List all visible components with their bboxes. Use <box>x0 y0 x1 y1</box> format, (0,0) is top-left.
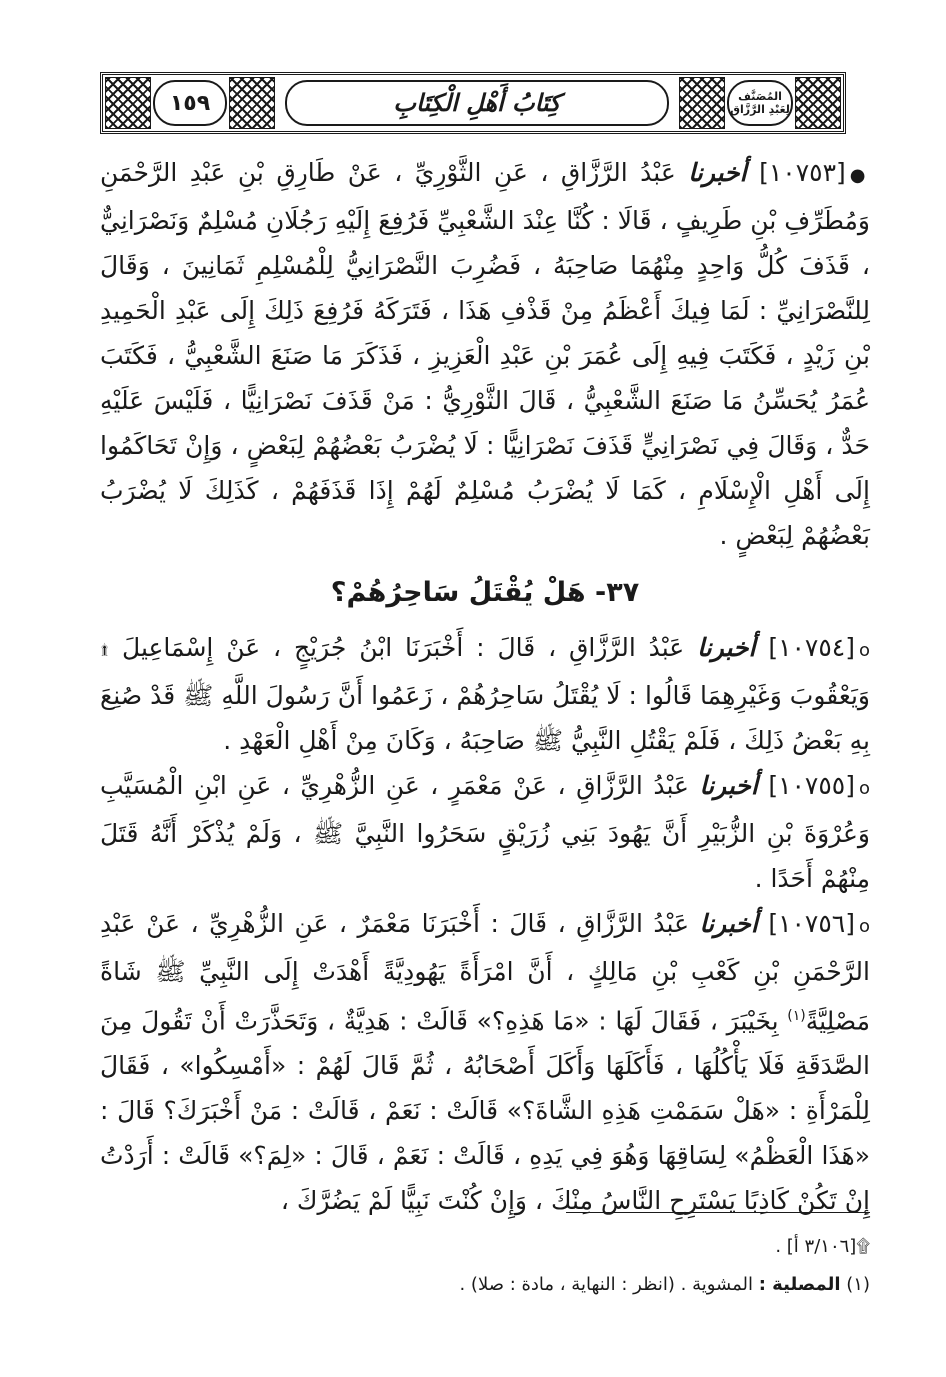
hadith-text: عَبْدُ الرَّزَّاقِ ، قَالَ : أَخْبَرَنَا ابْنُ جُرَيْجٍ ، عَنْ إِسْمَاعِيلَ ۩ وَيَعْقُوبَ وَغَيْرِهِمَا قَالُوا : لَا يُقْتَلُ سَاحِرُهُمْ ، زَعَمُوا أَنَّ رَسُولَ اللَّهِ ﷺ قَدْ صُنِعَ بِهِ بَعْضُ ذَلِكَ ، فَلَمْ يَقْتُلِ النَّبِيُّ ﷺ صَاحِبَهُ ، وَكَانَ مِنْ أَهْلِ الْعَهْدِ . <box>100 633 870 755</box>
hadith-number: [١٠٧٥٤] <box>768 633 855 662</box>
footnote-1-number: (١) <box>846 1274 870 1295</box>
footnote-1 <box>100 1266 870 1304</box>
ornament-right-icon <box>795 77 841 129</box>
main-text <box>100 150 870 1223</box>
hadith-text: عَبْدُ الرَّزَّاقِ ، عَنِ الثَّوْرِيِّ ، عَنْ طَارِقِ بْنِ عَبْدِ الرَّحْمَنِ وَمُطَرِّفِ بْنِ طَرِيفٍ ، قَالَا : كُنَّا عِنْدَ الشَّعْبِيِّ فَرُفِعَ إِلَيْهِ رَجُلَانِ مُسْلِمٌ وَنَصْرَانِيٌّ ، قَذَفَ كُلُّ وَاحِدٍ مِنْهُمَا صَاحِبَهُ ، فَضُرِبَ النَّصْرَانِيُّ لِلْمُسْلِمِ ثَمَانِينَ ، وَقَالَ لِلنَّصْرَانِيِّ : لَمَا فِيكَ أَعْظَمُ مِنْ قَذْفِ هَذَا ، فَتَرَكَهُ فَرُفِعَ ذَلِكَ إِلَى عَبْدِ الْحَمِيدِ بْنِ زَيْدٍ ، فَكَتَبَ فِيهِ إِلَى عُمَرَ بْنِ عَبْدِ الْعَزِيزِ ، فَذَكَرَ مَا صَنَعَ الشَّعْبِيُّ ، فَكَتَبَ عُمَرُ يُحَسِّنُ مَا صَنَعَ الشَّعْبِيُّ ، قَالَ الثَّوْرِيُّ : مَنْ قَذَفَ نَصْرَانِيًّا ، فَلَيْسَ عَلَيْهِ حَدٌّ ، وَقَالَ فِي نَصْرَانِيٍّ قَذَفَ نَصْرَانِيًّا : لَا يُضْرَبُ بَعْضُهُمْ لِبَعْضٍ ، وَإِنْ تَحَاكَمُوا إِلَى أَهْلِ الْإِسْلَامِ ، كَمَا لَا يُضْرَبُ مُسْلِمٌ لَهُمْ إِذَا قَذَفَهُمْ ، كَذَلِكَ لَا يُضْرَبُ بَعْضُهُمْ لِبَعْضٍ . <box>100 158 870 550</box>
chapter-heading: ٣٧- هَلْ يُقْتَلُ سَاحِرُهُمْ؟ <box>330 577 640 608</box>
page-number: ١٥٩ <box>153 80 227 126</box>
hadith-marker-icon: ο <box>858 778 870 799</box>
footnote-divider <box>566 1212 870 1213</box>
hadith-10755 <box>100 763 870 901</box>
hadith-text: عَبْدُ الرَّزَّاقِ ، عَنْ مَعْمَرٍ ، عَنِ الزُّهْرِيِّ ، عَنِ ابْنِ الْمُسَيَّبِ وَعُرْوَةَ بْنِ الزُّبَيْرِ أَنَّ يَهُودَ بَنِي زُرَيْقٍ سَحَرُوا النَّبِيَّ ﷺ ، وَلَمْ يُذْكَرْ أَنَّهُ قَتَلَ مِنْهُمْ أَحَدًا . <box>100 771 870 893</box>
hadith-text-part2: بِخَيْبَرَ ، فَقَالَ لَهَا : «مَا هَذِهِ؟» قَالَتْ : هَدِيَّةٌ ، وَتَحَذَّرَتْ أَنْ تَقُولَ مِنَ الصَّدَقَةِ فَلَا يَأْكُلُهَا ، فَأَكَلَهَا وَأَكَلَ أَصْحَابُهُ ، ثُمَّ قَالَ لَهُمْ : «أَمْسِكُوا» ، فَقَالَ لِلْمَرْأَةِ : «هَلْ سَمَمْتِ هَذِهِ الشَّاةَ؟» قَالَتْ : نَعَمْ ، قَالَتْ : مَنْ أَخْبَرَكَ؟ قَالَ : «هَذَا الْعَظْمُ» لِسَاقِهَا وَهُوَ فِي يَدِهِ ، قَالَتْ : نَعَمْ ، قَالَ : «لِمَ؟» قَالَتْ : أَرَدْتُ إِنْ تَكُنْ كَاذِبًا يَسْتَرِحِ النَّاسُ مِنْكَ ، وَإِنْ كُنْتَ نَبِيًّا لَمْ يَضُرَّكَ ، <box>100 1006 870 1216</box>
akhbarana-abbrev: أخبرنا <box>699 771 758 800</box>
footnote-1-term: المصلية : <box>758 1274 841 1295</box>
hadith-number: [١٠٧٥٦] <box>768 909 855 938</box>
hadith-10753 <box>100 150 870 558</box>
ornament-right-inner-icon <box>679 77 725 129</box>
hadith-10756 <box>100 901 870 1223</box>
book-emblem <box>727 80 793 126</box>
hadith-marker-icon: ● <box>849 165 871 186</box>
hadith-10754 <box>100 625 870 763</box>
hadith-number: [١٠٧٥٣] <box>759 158 846 187</box>
footnotes <box>100 1228 870 1304</box>
folio-reference: ۩[٣/١٠٦ أ] . <box>775 1236 870 1257</box>
footnote-1-text: المشوية . (انظر : النهاية ، مادة : صلا) . <box>459 1274 753 1295</box>
page-header <box>100 72 846 134</box>
ornament-left-inner-icon <box>229 77 275 129</box>
book-title: كِتَابُ أَهْلِ الْكِتَابِ <box>285 80 669 126</box>
hadith-number: [١٠٧٥٥] <box>768 771 855 800</box>
hadith-marker-icon: ο <box>858 916 870 937</box>
akhbarana-abbrev: أخبرنا <box>688 158 747 187</box>
hadith-marker-icon: ο <box>858 640 870 661</box>
akhbarana-abbrev: أخبرنا <box>699 909 758 938</box>
akhbarana-abbrev: أخبرنا <box>697 633 756 662</box>
emblem-line2: لِعَبْدِ الرَّزَّاق <box>730 103 790 116</box>
ornament-left-icon <box>105 77 151 129</box>
emblem-line1: المُصَنَّف <box>738 90 782 103</box>
hadith-text-part1: عَبْدُ الرَّزَّاقِ ، قَالَ : أَخْبَرَنَا مَعْمَرٌ ، عَنِ الزُّهْرِيِّ ، عَنْ عَبْدِ الرَّحْمَنِ بْنِ كَعْبِ بْنِ مَالِكٍ ، أَنَّ امْرَأَةً يَهُودِيَّةً أَهْدَتْ إِلَى النَّبِيِّ ﷺ شَاةً مَصْلِيَّةً <box>100 909 870 1036</box>
footnote-ref[interactable]: (١) <box>787 1008 806 1024</box>
